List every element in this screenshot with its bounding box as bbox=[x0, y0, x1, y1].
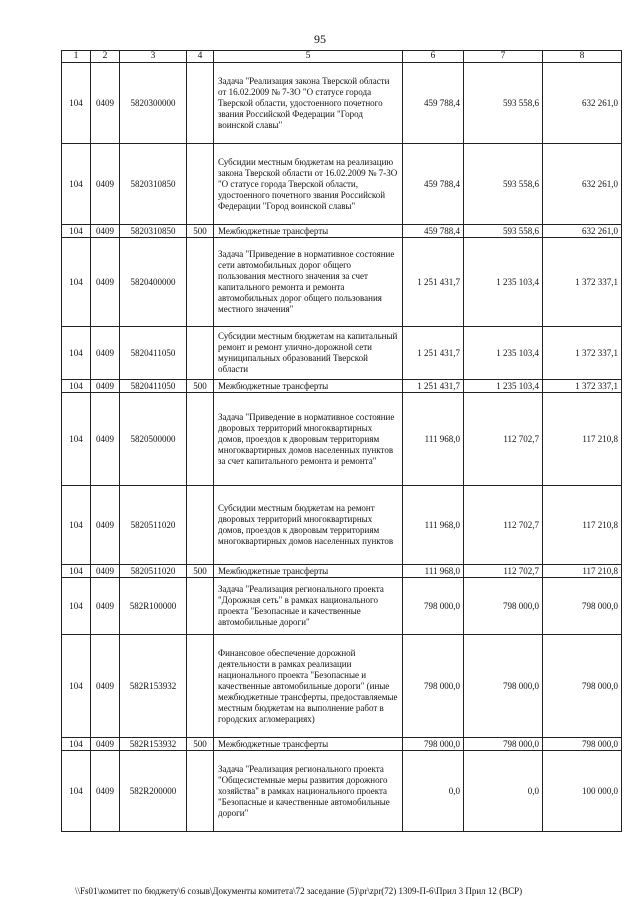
subsection-code: 0409 bbox=[91, 238, 120, 327]
header-cell: 7 bbox=[464, 51, 543, 63]
budget-section-code: 104 bbox=[62, 380, 91, 393]
header-cell: 3 bbox=[120, 51, 187, 63]
target-article-code: 5820300000 bbox=[120, 63, 187, 144]
item-description: Задача "Приведение в нормативное состояние сети автомобильных дорог общего пользования местного значения за счет капитального ремонта и ремонта автомобильных дорог общего пользования местного значения" bbox=[214, 238, 403, 327]
table-row bbox=[62, 393, 622, 486]
table-row bbox=[62, 144, 622, 225]
amount-col8: 632 261,0 bbox=[543, 225, 622, 238]
subsection-code: 0409 bbox=[91, 751, 120, 832]
expense-type-code bbox=[187, 63, 214, 144]
amount-col6: 459 788,4 bbox=[403, 144, 464, 225]
subsection-code: 0409 bbox=[91, 486, 120, 565]
amount-col6: 798 000,0 bbox=[403, 635, 464, 738]
amount-col6: 1 251 431,7 bbox=[403, 238, 464, 327]
amount-col6: 459 788,4 bbox=[403, 63, 464, 144]
header-cell: 1 bbox=[62, 51, 91, 63]
expense-type-code: 500 bbox=[187, 225, 214, 238]
amount-col7: 112 702,7 bbox=[464, 393, 543, 486]
budget-section-code: 104 bbox=[62, 238, 91, 327]
table-row bbox=[62, 380, 622, 393]
amount-col8: 632 261,0 bbox=[543, 63, 622, 144]
item-description: Задача "Приведение в нормативное состояние дворовых территорий многоквартирных домов, проездов к дворовым территориям многоквартирных домов населенных пунктов за счет капитального ремонта и ремонта" bbox=[214, 393, 403, 486]
amount-col7: 593 558,6 bbox=[464, 63, 543, 144]
table-row bbox=[62, 63, 622, 144]
target-article-code: 5820500000 bbox=[120, 393, 187, 486]
subsection-code: 0409 bbox=[91, 63, 120, 144]
subsection-code: 0409 bbox=[91, 380, 120, 393]
header-cell: 4 bbox=[187, 51, 214, 63]
budget-section-code: 104 bbox=[62, 635, 91, 738]
amount-col7: 1 235 103,4 bbox=[464, 238, 543, 327]
target-article-code: 5820511020 bbox=[120, 565, 187, 578]
item-description: Задача "Реализация закона Тверской области от 16.02.2009 № 7-ЗО "О статусе города Тверской области, удостоенного почетного звания Российской Федерации "Город воинской славы" bbox=[214, 63, 403, 144]
target-article-code: 582R100000 bbox=[120, 578, 187, 635]
amount-col7: 798 000,0 bbox=[464, 635, 543, 738]
page-number: 95 bbox=[314, 32, 326, 46]
item-description: Межбюджетные трансферты bbox=[214, 565, 403, 578]
amount-col6: 111 968,0 bbox=[403, 486, 464, 565]
expense-type-code bbox=[187, 327, 214, 380]
header-row bbox=[62, 51, 622, 63]
table-row bbox=[62, 486, 622, 565]
subsection-code: 0409 bbox=[91, 144, 120, 225]
budget-section-code: 104 bbox=[62, 63, 91, 144]
expense-type-code bbox=[187, 635, 214, 738]
subsection-code: 0409 bbox=[91, 225, 120, 238]
amount-col6: 1 251 431,7 bbox=[403, 380, 464, 393]
expense-type-code: 500 bbox=[187, 565, 214, 578]
budget-table bbox=[61, 50, 622, 832]
amount-col7: 593 558,6 bbox=[464, 144, 543, 225]
amount-col7: 798 000,0 bbox=[464, 578, 543, 635]
amount-col8: 100 000,0 bbox=[543, 751, 622, 832]
header-cell: 2 bbox=[91, 51, 120, 63]
amount-col7: 593 558,6 bbox=[464, 225, 543, 238]
amount-col8: 1 372 337,1 bbox=[543, 238, 622, 327]
item-description: Задача "Реализация регионального проекта "Дорожная сеть" в рамках национального проекта "Безопасные и качественные автомобильные дороги" bbox=[214, 578, 403, 635]
target-article-code: 5820400000 bbox=[120, 238, 187, 327]
subsection-code: 0409 bbox=[91, 565, 120, 578]
expense-type-code bbox=[187, 238, 214, 327]
table-row bbox=[62, 738, 622, 751]
target-article-code: 5820411050 bbox=[120, 380, 187, 393]
expense-type-code bbox=[187, 393, 214, 486]
budget-section-code: 104 bbox=[62, 486, 91, 565]
expense-type-code bbox=[187, 751, 214, 832]
item-description: Субсидии местным бюджетам на ремонт дворовых территорий многоквартирных домов, проездов к дворовым территориям многоквартирных домов населенных пунктов bbox=[214, 486, 403, 565]
file-path-footer: \\Fs01\комитет по бюджету\6 созыв\Документы комитета\72 заседание (5)\pr\zpr(72) 1309-П-6\Прил 3 Прил 12 (ВСР) bbox=[75, 886, 523, 896]
target-article-code: 5820310850 bbox=[120, 225, 187, 238]
target-article-code: 582R200000 bbox=[120, 751, 187, 832]
subsection-code: 0409 bbox=[91, 578, 120, 635]
table-row bbox=[62, 238, 622, 327]
table-row bbox=[62, 225, 622, 238]
budget-section-code: 104 bbox=[62, 751, 91, 832]
amount-col7: 798 000,0 bbox=[464, 738, 543, 751]
target-article-code: 582R153932 bbox=[120, 635, 187, 738]
header-cell: 8 bbox=[543, 51, 622, 63]
expense-type-code: 500 bbox=[187, 738, 214, 751]
table-row bbox=[62, 751, 622, 832]
amount-col7: 1 235 103,4 bbox=[464, 327, 543, 380]
expense-type-code bbox=[187, 578, 214, 635]
amount-col8: 798 000,0 bbox=[543, 578, 622, 635]
item-description: Межбюджетные трансферты bbox=[214, 738, 403, 751]
budget-section-code: 104 bbox=[62, 144, 91, 225]
item-description: Субсидии местным бюджетам на реализацию закона Тверской области от 16.02.2009 № 7-ЗО "О статусе города Тверской области, удостоенного почетного звания Российской Федерации "Город воинской славы" bbox=[214, 144, 403, 225]
budget-section-code: 104 bbox=[62, 578, 91, 635]
table-row bbox=[62, 327, 622, 380]
amount-col7: 112 702,7 bbox=[464, 486, 543, 565]
amount-col6: 111 968,0 bbox=[403, 565, 464, 578]
amount-col8: 117 210,8 bbox=[543, 486, 622, 565]
target-article-code: 5820511020 bbox=[120, 486, 187, 565]
subsection-code: 0409 bbox=[91, 327, 120, 380]
budget-section-code: 104 bbox=[62, 225, 91, 238]
expense-type-code bbox=[187, 486, 214, 565]
item-description: Задача "Реализация регионального проекта "Общесистемные меры развития дорожного хозяйства" в рамках национального проекта "Безопасные и качественные автомобильные дороги" bbox=[214, 751, 403, 832]
amount-col6: 798 000,0 bbox=[403, 738, 464, 751]
subsection-code: 0409 bbox=[91, 635, 120, 738]
budget-section-code: 104 bbox=[62, 565, 91, 578]
amount-col8: 1 372 337,1 bbox=[543, 380, 622, 393]
item-description: Субсидии местным бюджетам на капитальный ремонт и ремонт улично-дорожной сети муниципальных образований Тверской области bbox=[214, 327, 403, 380]
amount-col8: 798 000,0 bbox=[543, 635, 622, 738]
subsection-code: 0409 bbox=[91, 393, 120, 486]
item-description: Межбюджетные трансферты bbox=[214, 380, 403, 393]
amount-col8: 1 372 337,1 bbox=[543, 327, 622, 380]
item-description: Финансовое обеспечение дорожной деятельности в рамках реализации национального проекта "Безопасные и качественные автомобильные дороги" (иные межбюджетные трансферты, предоставляемые местным бюджетам на выполнение работ в городских агломерациях) bbox=[214, 635, 403, 738]
subsection-code: 0409 bbox=[91, 738, 120, 751]
target-article-code: 582R153932 bbox=[120, 738, 187, 751]
table-row bbox=[62, 565, 622, 578]
header-cell: 6 bbox=[403, 51, 464, 63]
item-description: Межбюджетные трансферты bbox=[214, 225, 403, 238]
budget-section-code: 104 bbox=[62, 738, 91, 751]
target-article-code: 5820411050 bbox=[120, 327, 187, 380]
expense-type-code: 500 bbox=[187, 380, 214, 393]
amount-col6: 111 968,0 bbox=[403, 393, 464, 486]
amount-col6: 798 000,0 bbox=[403, 578, 464, 635]
amount-col6: 459 788,4 bbox=[403, 225, 464, 238]
budget-section-code: 104 bbox=[62, 393, 91, 486]
table-row bbox=[62, 578, 622, 635]
amount-col8: 117 210,8 bbox=[543, 565, 622, 578]
expense-type-code bbox=[187, 144, 214, 225]
amount-col8: 632 261,0 bbox=[543, 144, 622, 225]
amount-col7: 112 702,7 bbox=[464, 565, 543, 578]
amount-col6: 0,0 bbox=[403, 751, 464, 832]
amount-col7: 0,0 bbox=[464, 751, 543, 832]
budget-section-code: 104 bbox=[62, 327, 91, 380]
amount-col8: 117 210,8 bbox=[543, 393, 622, 486]
amount-col8: 798 000,0 bbox=[543, 738, 622, 751]
header-cell: 5 bbox=[214, 51, 403, 63]
target-article-code: 5820310850 bbox=[120, 144, 187, 225]
table-row bbox=[62, 635, 622, 738]
amount-col7: 1 235 103,4 bbox=[464, 380, 543, 393]
amount-col6: 1 251 431,7 bbox=[403, 327, 464, 380]
